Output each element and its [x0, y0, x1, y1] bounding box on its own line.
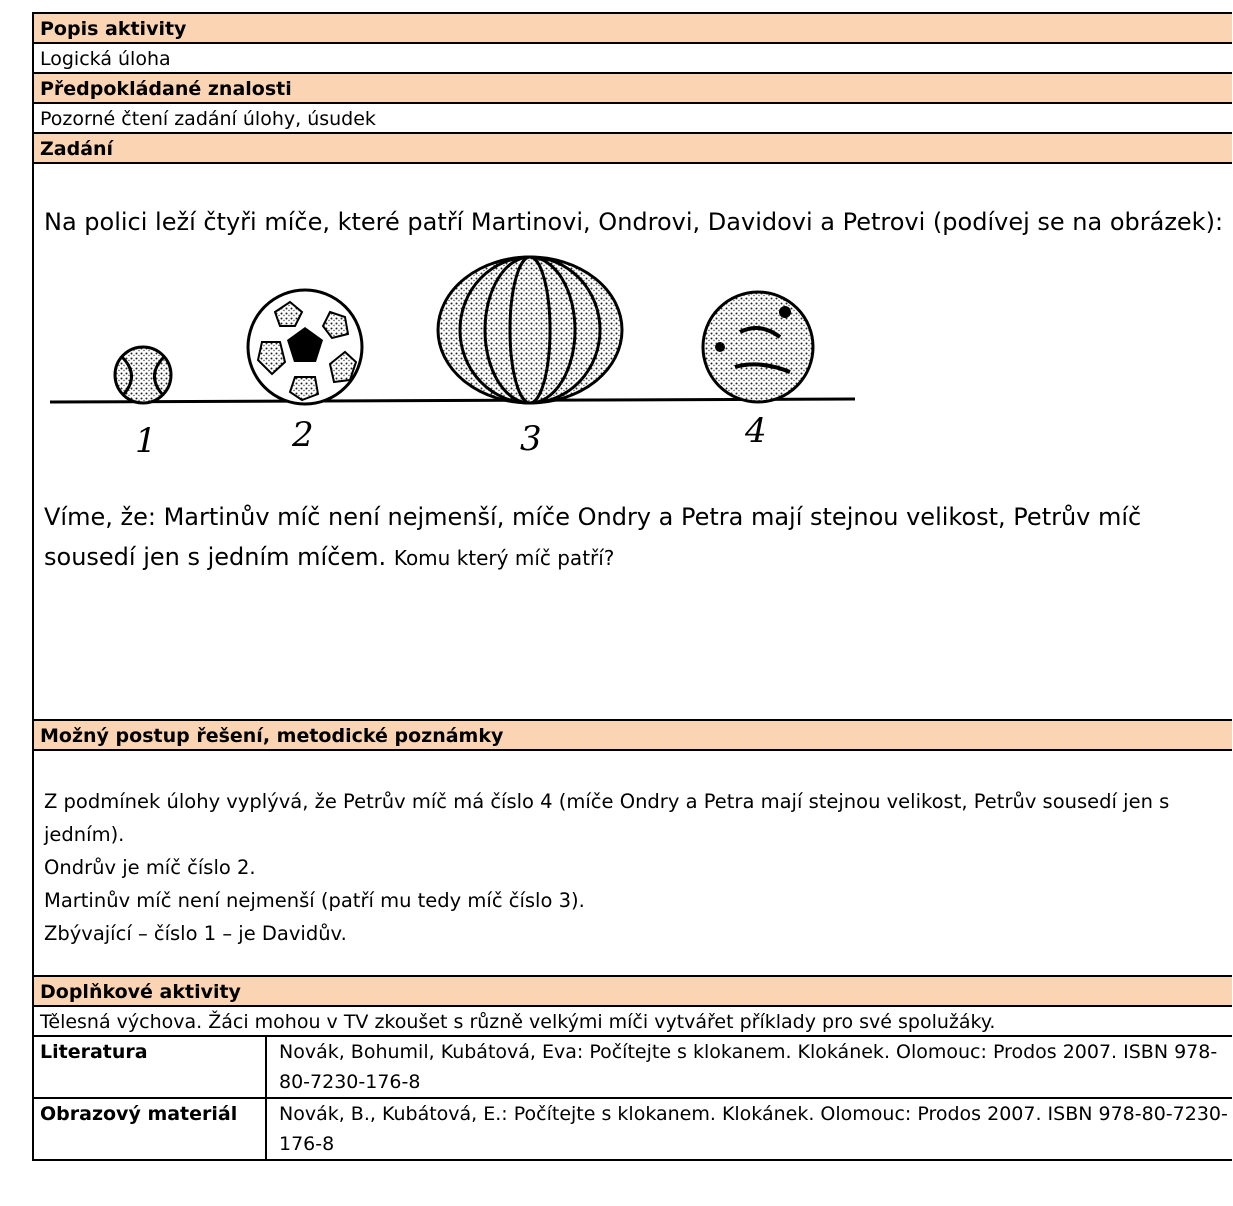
tennis-ball-icon	[115, 347, 171, 403]
postup-body	[34, 749, 1232, 975]
popis-header: Popis aktivity	[34, 12, 1232, 42]
zadani-facts: Víme, že: Martinův míč není nejmenší, míče Ondry a Petra mají stejnou velikost, Petrův míč sousedí jen s jedním míčem.	[44, 503, 1142, 571]
literatura-value: Novák, Bohumil, Kubátová, Eva: Počítejte s klokanem. Klokánek. Olomouc: Prodos 2007. ISBN 978-80-7230-176-8	[279, 1041, 1218, 1093]
obraz-label: Obrazový materiál	[34, 1099, 267, 1159]
balls-figure	[40, 242, 1232, 497]
medium-ball-icon	[703, 292, 813, 402]
ball-number-2: 2	[292, 415, 314, 455]
obraz-value: Novák, B., Kubátová, E.: Počítejte s klokanem. Klokánek. Olomouc: Prodos 2007. ISBN 978-80-7230-176-8	[279, 1103, 1228, 1155]
znalosti-header: Předpokládané znalosti	[34, 72, 1232, 102]
popis-text: Logická úloha	[34, 42, 1232, 72]
soccer-ball-icon	[248, 290, 362, 404]
postup-line-2: Ondrův je míč číslo 2.	[44, 856, 256, 879]
ball-number-1: 1	[135, 421, 157, 461]
shelf-line	[50, 399, 855, 402]
activity-table	[32, 12, 1232, 1161]
zadani-intro: Na polici leží čtyři míče, které patří Martinovi, Ondrovi, Davidovi a Petrovi (podívej se na obrázek):	[44, 208, 1224, 236]
zadani-question: Komu který míč patří?	[393, 546, 615, 570]
zadani-facts-para	[40, 497, 1232, 578]
ball-number-4: 4	[745, 411, 767, 451]
doplnkove-header: Doplňkové aktivity	[34, 975, 1232, 1005]
balls-illustration	[40, 242, 870, 497]
postup-header: Možný postup řešení, metodické poznámky	[34, 719, 1232, 749]
ball-number-3: 3	[520, 419, 542, 459]
zadani-body	[34, 162, 1232, 719]
obraz-row	[34, 1097, 1232, 1161]
postup-line-4: Zbývající – číslo 1 – je Davidův.	[44, 922, 347, 945]
doplnkove-text: Tělesná výchova. Žáci mohou v TV zkoušet s různě velkými míči vytvářet příklady pro své spolužáky.	[34, 1005, 1232, 1035]
znalosti-text: Pozorné čtení zadání úlohy, úsudek	[34, 102, 1232, 132]
literatura-label: Literatura	[34, 1037, 267, 1097]
postup-line-3: Martinův míč není nejmenší (patří mu tedy míč číslo 3).	[44, 889, 585, 912]
postup-line-1: Z podmínek úlohy vyplývá, že Petrův míč má číslo 4 (míče Ondry a Petra mají stejnou velikost, Petrův sousedí jen s jedním).	[44, 790, 1170, 846]
literatura-row	[34, 1035, 1232, 1097]
large-ball-icon	[438, 257, 622, 403]
zadani-header: Zadání	[34, 132, 1232, 162]
